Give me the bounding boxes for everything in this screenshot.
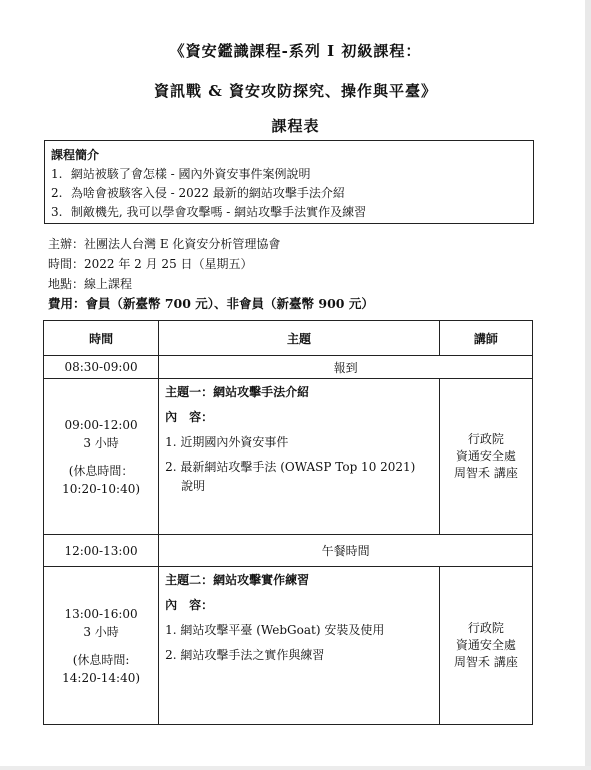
- content-line: 1. 網站攻擊平臺 (WebGoat) 安裝及使用: [165, 623, 385, 637]
- intro-item-text: 網站被駭了會怎樣 - 國內外資安事件案例說明: [70, 167, 311, 181]
- header-speaker: 講師: [439, 321, 532, 356]
- table-row: [44, 379, 533, 535]
- viewer-right-edge: [585, 0, 591, 770]
- speaker-name: 周智禾 講座: [454, 655, 518, 669]
- speaker-name: 周智禾 講座: [454, 466, 518, 480]
- session-hours: 3 小時: [83, 435, 119, 450]
- intro-item: [51, 205, 527, 220]
- row-speaker-cell: [439, 379, 532, 535]
- schedule-heading: 課程表: [271, 117, 320, 135]
- row-time-cell: [44, 567, 159, 725]
- topic-title: 主題一：網站攻擊手法介紹: [165, 385, 310, 399]
- course-title-line1: 《資安鑑識課程-系列 I 初級課程：: [169, 42, 422, 60]
- info-fee: 費用：會員（新臺幣 700 元）、非會員（新臺幣 900 元）: [48, 296, 374, 311]
- course-intro-box: [44, 140, 534, 224]
- row-time-cell: [44, 379, 159, 535]
- intro-heading: 課程簡介: [51, 148, 100, 162]
- row-topic: 報到: [159, 356, 533, 379]
- info-date: 時間：2022 年 2 月 25 日（星期五）: [48, 257, 253, 271]
- intro-item-text: 制敵機先, 我可以學會攻擊嗎 - 網站攻擊手法實作及練習: [70, 205, 367, 219]
- intro-item: [51, 167, 527, 182]
- content-label: 內 容：: [165, 598, 214, 612]
- row-time: 08:30-09:00: [44, 356, 159, 379]
- intro-item-number: 2.: [51, 186, 63, 200]
- session-hours: 3 小時: [83, 624, 119, 639]
- table-row: [44, 356, 533, 379]
- viewer-bottom-edge: [0, 766, 591, 770]
- session-time: 09:00-12:00: [64, 417, 138, 432]
- break-time: 10:20-10:40): [62, 481, 141, 496]
- row-topic: 午餐時間: [159, 535, 533, 567]
- info-host: 主辦：社團法人台灣 E 化資安分析管理協會: [48, 237, 281, 251]
- header-topic: 主題: [159, 321, 440, 356]
- speaker-org: 行政院: [467, 621, 504, 635]
- row-time: 12:00-13:00: [44, 535, 159, 567]
- session-time: 13:00-16:00: [64, 606, 138, 621]
- row-topic-cell: [159, 379, 440, 535]
- header-time: 時間: [44, 321, 159, 356]
- table-row: [44, 535, 533, 567]
- content-line: 2. 網站攻擊手法之實作與練習: [165, 648, 325, 662]
- intro-item-number: 3.: [51, 205, 63, 219]
- speaker-dept: 資通安全處: [455, 449, 516, 463]
- info-location: 地點：線上課程: [48, 277, 133, 291]
- speaker-org: 行政院: [467, 432, 504, 446]
- intro-item-text: 為啥會被駭客入侵 - 2022 最新的網站攻擊手法介紹: [70, 186, 345, 200]
- intro-item: [51, 186, 527, 201]
- content-line: 2. 最新網站攻擊手法 (OWASP Top 10 2021): [165, 460, 416, 474]
- break-label: (休息時間:: [72, 652, 130, 667]
- schedule-table: [43, 320, 533, 725]
- break-label: (休息時間：: [68, 463, 134, 478]
- break-time: 14:20-14:40): [62, 670, 141, 685]
- content-line: 1. 近期國內外資安事件: [165, 435, 289, 449]
- table-row: [44, 567, 533, 725]
- topic-title: 主題二：網站攻擊實作練習: [165, 573, 310, 587]
- course-title-line2: 資訊戰 & 資安攻防探究、操作與平臺》: [154, 82, 437, 100]
- row-topic-cell: [159, 567, 440, 725]
- table-header-row: [44, 321, 533, 356]
- content-line-continued: 說明: [181, 479, 206, 493]
- row-speaker-cell: [439, 567, 532, 725]
- intro-item-number: 1.: [51, 167, 63, 181]
- speaker-dept: 資通安全處: [455, 638, 516, 652]
- content-label: 內 容：: [165, 410, 214, 424]
